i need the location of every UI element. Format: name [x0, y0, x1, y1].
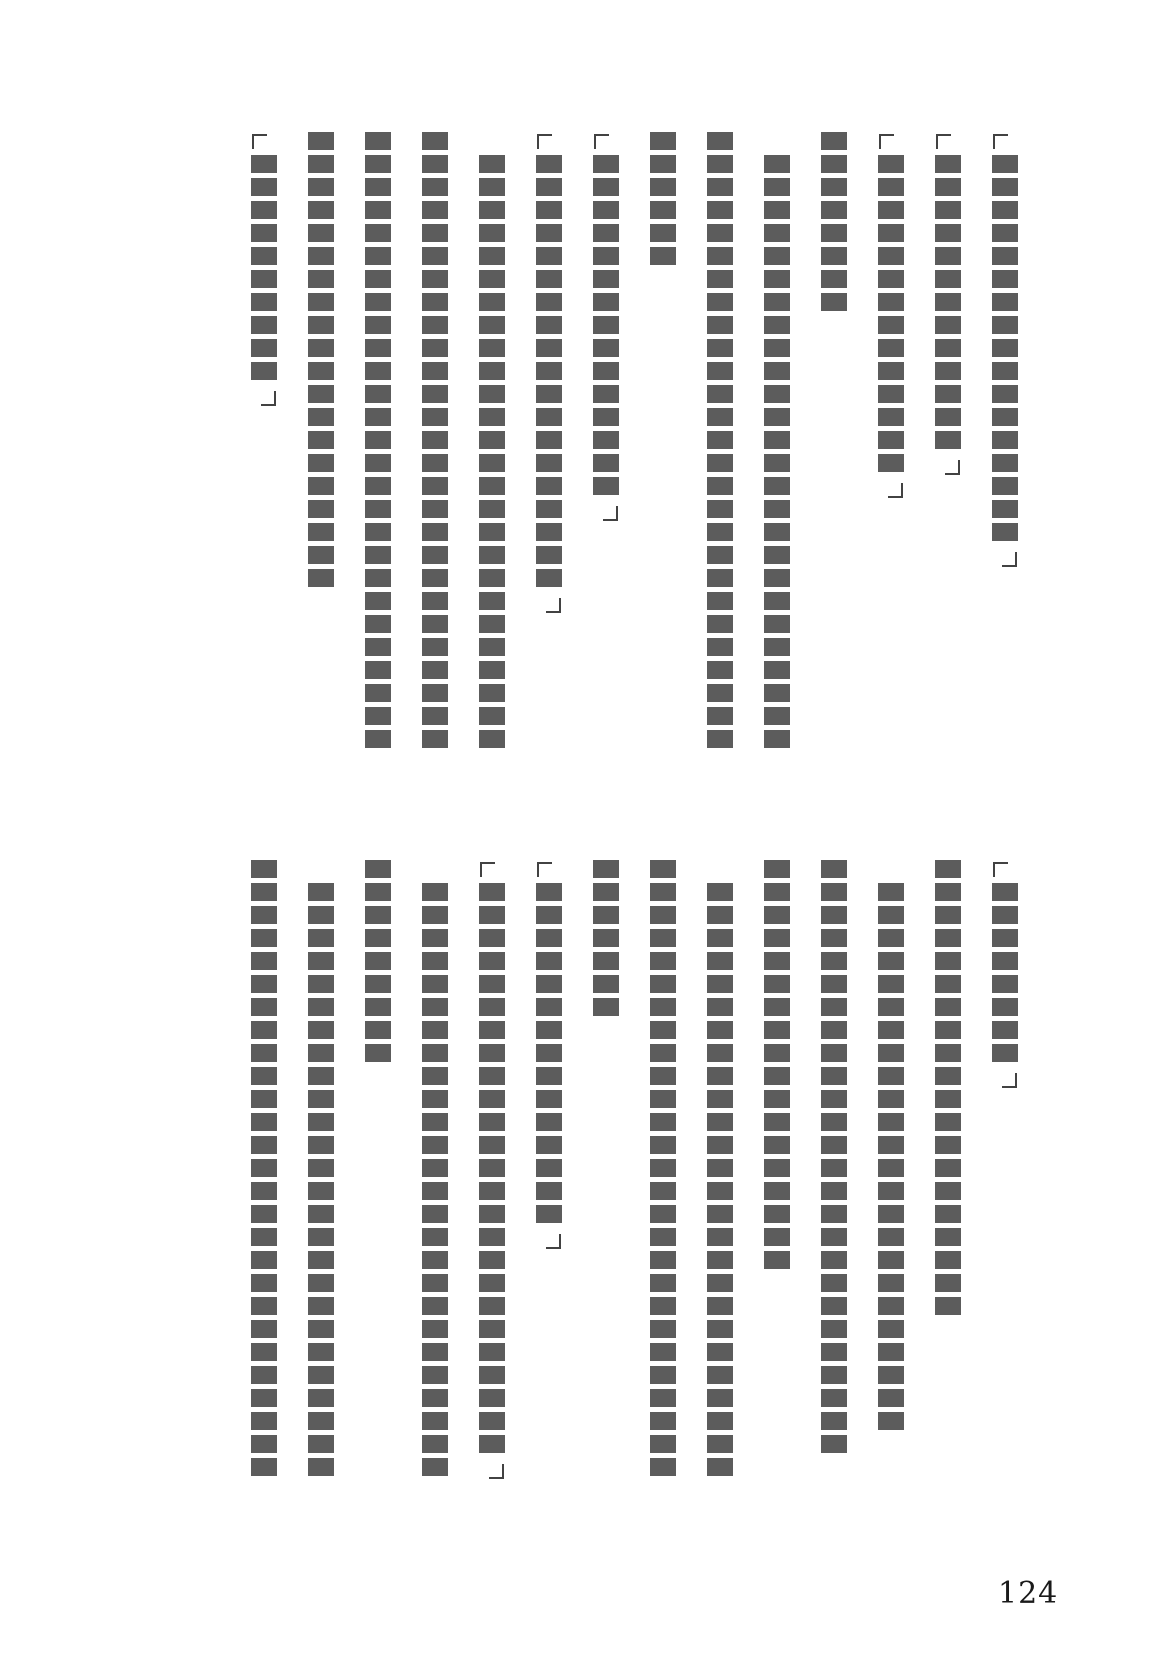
- text-column-narrative: [878, 883, 904, 1435]
- text-column-continuation: [593, 860, 619, 1021]
- text-column-continuation: [650, 860, 676, 1481]
- text-column-narrative: [422, 883, 448, 1481]
- text-column-continuation: [764, 860, 790, 1274]
- text-column-narrative: [308, 883, 334, 1481]
- text-column-dialogue: [536, 860, 562, 1251]
- text-column-narrative: [707, 883, 733, 1481]
- text-column-continuation: [821, 860, 847, 1458]
- text-column-dialogue: [992, 860, 1018, 1090]
- text-column-continuation: [935, 860, 961, 1320]
- page-number: 124: [998, 1576, 1059, 1611]
- text-column-continuation: [365, 860, 391, 1067]
- text-column-dialogue: [479, 860, 505, 1481]
- text-column-continuation: [251, 860, 277, 1481]
